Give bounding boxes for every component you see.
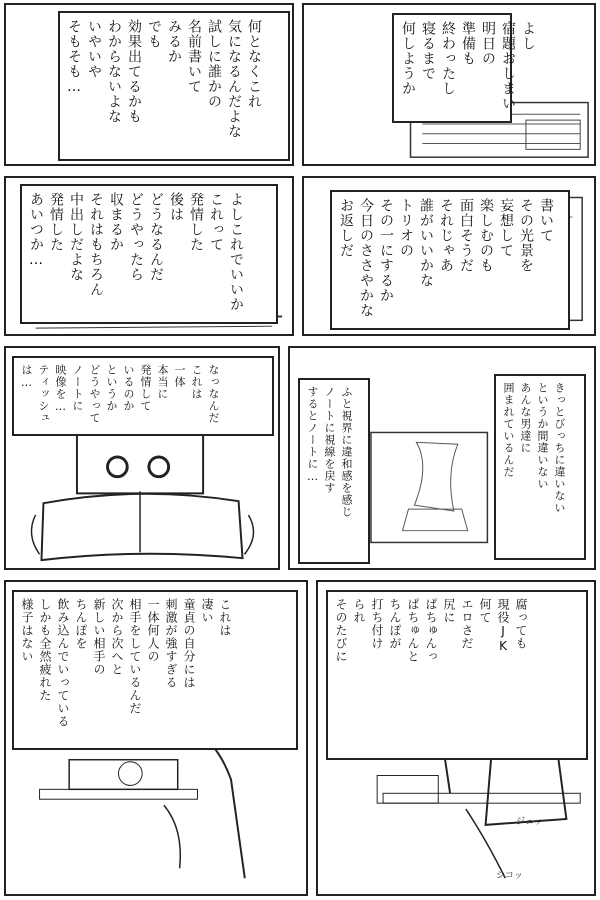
panel-1-right	[302, 3, 596, 166]
panel-1-left	[4, 3, 294, 166]
panel-2-right	[302, 176, 596, 336]
speech-text-8: これは 凄い 童貞の自分には 刺激が強すぎる 一体何人の 相手をしているんだ 次から次へと 新しい相手の ちんぽを 飲み込んでいっている しかも全然疲れた 様子はない	[20, 598, 232, 728]
speech-text-9: 腐っても 現役JK 何て エロさだ 尻に ぱちゅんっ ぱちゅんと ちんぽが 打ち付け られ そのたびに	[334, 598, 528, 663]
speech-text-5: なっなんだ これは 一体 本当に 発情して いるのか というか どうやって ノートに 映像を… ティッシュ は…	[20, 364, 220, 424]
speech-text-1: 何となくこれ 気になるんだよな 試しに誰かの 名前書いて みるか でも 効果出てるかも わからないよな いやいや そもそも…	[66, 19, 262, 139]
speech-text-4: 書いて その光景を 妄想して 楽しむのも 面白そうだ それじゃあ 誰がいいかな トリオの その一にするか 今日のささやかな お返しだ	[338, 198, 554, 318]
speech-bubble-7	[298, 378, 370, 564]
sound-effect-2: シコッ	[496, 871, 523, 881]
speech-bubble-1	[58, 11, 290, 161]
panel-2-left	[4, 176, 294, 336]
speech-bubble-4	[330, 190, 570, 330]
panel-4-right	[316, 580, 596, 896]
speech-bubble-9	[326, 590, 588, 760]
speech-bubble-5	[12, 356, 274, 436]
speech-text-3: よしこれでいいか これって 発情した 後は どうなるんだ どうやったら 収まるか それはもちろん 中出しだよな 発情した あいつか…	[28, 192, 244, 312]
panel-3-right	[288, 346, 596, 570]
speech-text-2: よし 宿題おしまい 明日の 準備も 終わったし 寝るまで 何しようか	[400, 21, 536, 111]
speech-bubble-3	[20, 184, 278, 324]
speech-bubble-2	[392, 13, 536, 123]
speech-text-6: きっとびっちに違いない というか間違いない あんな男達に 囲まれているんだ	[502, 382, 566, 514]
speech-bubble-8	[12, 590, 298, 750]
panel-3-left	[4, 346, 280, 570]
sound-effect-1: ジュッ	[516, 817, 543, 827]
speech-bubble-6	[494, 374, 586, 560]
panel-4-left	[4, 580, 308, 896]
speech-text-7: ふと視界に違和感を感じ ノートに視線を戻す するとノートに…	[306, 386, 353, 518]
